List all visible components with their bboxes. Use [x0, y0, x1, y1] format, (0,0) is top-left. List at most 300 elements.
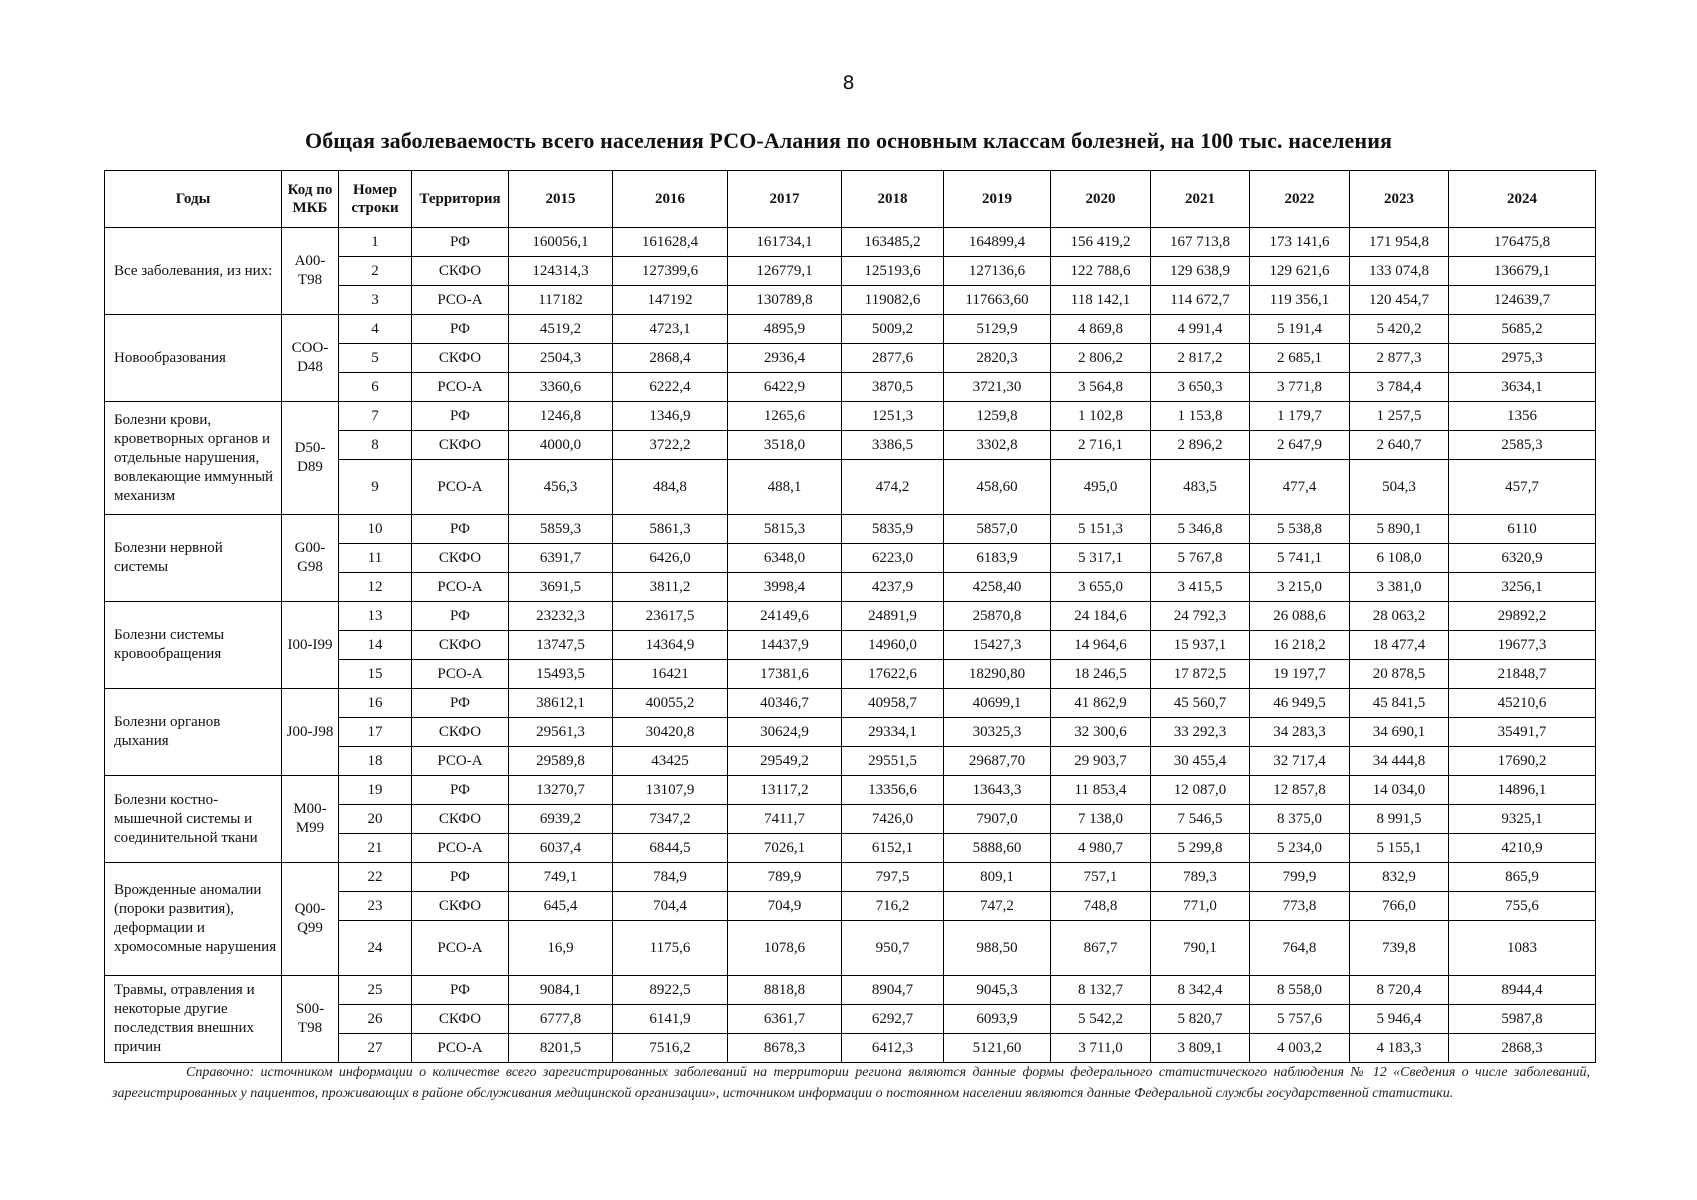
value-cell: 4000,0 [509, 431, 613, 460]
header-year: 2021 [1151, 171, 1250, 228]
row-number-cell: 25 [339, 976, 412, 1005]
header-year: 2024 [1449, 171, 1596, 228]
header-year: 2016 [613, 171, 728, 228]
value-cell: 34 283,3 [1250, 718, 1350, 747]
row-number-cell: 17 [339, 718, 412, 747]
value-cell: 2820,3 [944, 344, 1051, 373]
value-cell: 8944,4 [1449, 976, 1596, 1005]
disease-class-cell: Болезни системы кровообращения [105, 602, 282, 689]
value-cell: 456,3 [509, 460, 613, 515]
value-cell: 40055,2 [613, 689, 728, 718]
value-cell: 7411,7 [728, 805, 842, 834]
value-cell: 14896,1 [1449, 776, 1596, 805]
value-cell: 14 034,0 [1350, 776, 1449, 805]
row-number-cell: 20 [339, 805, 412, 834]
table-row [105, 402, 1596, 431]
row-number-cell: 22 [339, 863, 412, 892]
disease-class-cell: Болезни костно-мышечной системы и соединительной ткани [105, 776, 282, 863]
value-cell: 483,5 [1151, 460, 1250, 515]
table-row [105, 515, 1596, 544]
disease-class-cell: Все заболевания, из них: [105, 228, 282, 315]
page-title: Общая заболеваемость всего населения РСО-Алания по основным классам болезней, на 100 тыс. населения [305, 128, 1392, 153]
value-cell: 764,8 [1250, 921, 1350, 976]
value-cell: 6093,9 [944, 1005, 1051, 1034]
value-cell: 5888,60 [944, 834, 1051, 863]
value-cell: 457,7 [1449, 460, 1596, 515]
value-cell: 124314,3 [509, 257, 613, 286]
value-cell: 2 806,2 [1051, 344, 1151, 373]
footnote: Справочно: источником информации о количестве всего зарегистрированных заболеваний на территории региона являются данные формы федерального статистического наблюдения № 12 «Сведения о числе заболеваний, зарегистрированных у пациентов, проживающих в районе обслуживания медицинской организации», источником информации о постоянном населении являются данные Федеральной службы государственной статистики. [112, 1065, 1590, 1101]
territory-cell: СКФО [412, 718, 509, 747]
value-cell: 6422,9 [728, 373, 842, 402]
row-number-cell: 21 [339, 834, 412, 863]
value-cell: 1259,8 [944, 402, 1051, 431]
value-cell: 6223,0 [842, 544, 944, 573]
value-cell: 5859,3 [509, 515, 613, 544]
row-number-cell: 4 [339, 315, 412, 344]
row-number-cell: 9 [339, 460, 412, 515]
value-cell: 40346,7 [728, 689, 842, 718]
value-cell: 773,8 [1250, 892, 1350, 921]
value-cell: 14960,0 [842, 631, 944, 660]
value-cell: 6292,7 [842, 1005, 944, 1034]
value-cell: 9084,1 [509, 976, 613, 1005]
table-row [105, 315, 1596, 344]
table-row [105, 976, 1596, 1005]
territory-cell: РСО-А [412, 573, 509, 602]
value-cell: 950,7 [842, 921, 944, 976]
value-cell: 7347,2 [613, 805, 728, 834]
value-cell: 19 197,7 [1250, 660, 1350, 689]
value-cell: 867,7 [1051, 921, 1151, 976]
value-cell: 9325,1 [1449, 805, 1596, 834]
table-row [105, 602, 1596, 631]
value-cell: 5987,8 [1449, 1005, 1596, 1034]
value-cell: 458,60 [944, 460, 1051, 515]
value-cell: 2868,4 [613, 344, 728, 373]
value-cell: 4 869,8 [1051, 315, 1151, 344]
territory-cell: СКФО [412, 431, 509, 460]
row-number-cell: 19 [339, 776, 412, 805]
value-cell: 23617,5 [613, 602, 728, 631]
value-cell: 43425 [613, 747, 728, 776]
value-cell: 127399,6 [613, 257, 728, 286]
value-cell: 122 788,6 [1051, 257, 1151, 286]
page-number: 8 [842, 72, 855, 94]
territory-cell: СКФО [412, 631, 509, 660]
territory-cell: РФ [412, 976, 509, 1005]
value-cell: 4210,9 [1449, 834, 1596, 863]
value-cell: 167 713,8 [1151, 228, 1250, 257]
value-cell: 147192 [613, 286, 728, 315]
value-cell: 6348,0 [728, 544, 842, 573]
value-cell: 799,9 [1250, 863, 1350, 892]
value-cell: 6412,3 [842, 1034, 944, 1063]
value-cell: 6426,0 [613, 544, 728, 573]
value-cell: 29 903,7 [1051, 747, 1151, 776]
value-cell: 24891,9 [842, 602, 944, 631]
value-cell: 17690,2 [1449, 747, 1596, 776]
territory-cell: РФ [412, 689, 509, 718]
value-cell: 3 564,8 [1051, 373, 1151, 402]
value-cell: 4237,9 [842, 573, 944, 602]
value-cell: 6320,9 [1449, 544, 1596, 573]
territory-cell: СКФО [412, 805, 509, 834]
header-year: 2022 [1250, 171, 1350, 228]
value-cell: 5 820,7 [1151, 1005, 1250, 1034]
value-cell: 3870,5 [842, 373, 944, 402]
value-cell: 29549,2 [728, 747, 842, 776]
value-cell: 2936,4 [728, 344, 842, 373]
value-cell: 5 155,1 [1350, 834, 1449, 863]
value-cell: 5 890,1 [1350, 515, 1449, 544]
value-cell: 789,9 [728, 863, 842, 892]
value-cell: 21848,7 [1449, 660, 1596, 689]
value-cell: 784,9 [613, 863, 728, 892]
value-cell: 163485,2 [842, 228, 944, 257]
value-cell: 5 741,1 [1250, 544, 1350, 573]
table-row [105, 228, 1596, 257]
value-cell: 17381,6 [728, 660, 842, 689]
value-cell: 3 381,0 [1350, 573, 1449, 602]
value-cell: 40958,7 [842, 689, 944, 718]
value-cell: 6141,9 [613, 1005, 728, 1034]
value-cell: 809,1 [944, 863, 1051, 892]
value-cell: 1 153,8 [1151, 402, 1250, 431]
row-number-cell: 12 [339, 573, 412, 602]
value-cell: 7907,0 [944, 805, 1051, 834]
header-years: Годы [105, 171, 282, 228]
value-cell: 30420,8 [613, 718, 728, 747]
value-cell: 6 108,0 [1350, 544, 1449, 573]
value-cell: 117182 [509, 286, 613, 315]
value-cell: 17622,6 [842, 660, 944, 689]
value-cell: 1346,9 [613, 402, 728, 431]
value-cell: 4 183,3 [1350, 1034, 1449, 1063]
value-cell: 3 655,0 [1051, 573, 1151, 602]
value-cell: 117663,60 [944, 286, 1051, 315]
value-cell: 28 063,2 [1350, 602, 1449, 631]
row-number-cell: 10 [339, 515, 412, 544]
value-cell: 18 477,4 [1350, 631, 1449, 660]
row-number-cell: 5 [339, 344, 412, 373]
value-cell: 4 980,7 [1051, 834, 1151, 863]
value-cell: 13356,6 [842, 776, 944, 805]
value-cell: 3 650,3 [1151, 373, 1250, 402]
row-number-cell: 24 [339, 921, 412, 976]
row-number-cell: 23 [339, 892, 412, 921]
value-cell: 8922,5 [613, 976, 728, 1005]
value-cell: 755,6 [1449, 892, 1596, 921]
value-cell: 3691,5 [509, 573, 613, 602]
value-cell: 504,3 [1350, 460, 1449, 515]
value-cell: 5 317,1 [1051, 544, 1151, 573]
disease-class-cell: Болезни органов дыхания [105, 689, 282, 776]
value-cell: 1 179,7 [1250, 402, 1350, 431]
value-cell: 5 757,6 [1250, 1005, 1350, 1034]
territory-cell: РСО-А [412, 660, 509, 689]
value-cell: 1265,6 [728, 402, 842, 431]
value-cell: 739,8 [1350, 921, 1449, 976]
value-cell: 16,9 [509, 921, 613, 976]
value-cell: 477,4 [1250, 460, 1350, 515]
territory-cell: РФ [412, 402, 509, 431]
row-number-cell: 8 [339, 431, 412, 460]
value-cell: 126779,1 [728, 257, 842, 286]
value-cell: 789,3 [1151, 863, 1250, 892]
value-cell: 3518,0 [728, 431, 842, 460]
value-cell: 5 420,2 [1350, 315, 1449, 344]
value-cell: 2504,3 [509, 344, 613, 373]
value-cell: 3360,6 [509, 373, 613, 402]
value-cell: 2 817,2 [1151, 344, 1250, 373]
value-cell: 29589,8 [509, 747, 613, 776]
value-cell: 23232,3 [509, 602, 613, 631]
header-row-number: Номер строки [339, 171, 412, 228]
value-cell: 13643,3 [944, 776, 1051, 805]
value-cell: 2 647,9 [1250, 431, 1350, 460]
value-cell: 33 292,3 [1151, 718, 1250, 747]
icd-code-cell: S00-T98 [282, 976, 339, 1063]
row-number-cell: 13 [339, 602, 412, 631]
value-cell: 127136,6 [944, 257, 1051, 286]
value-cell: 6361,7 [728, 1005, 842, 1034]
value-cell: 2585,3 [1449, 431, 1596, 460]
row-number-cell: 15 [339, 660, 412, 689]
icd-code-cell: I00-I99 [282, 602, 339, 689]
value-cell: 5 299,8 [1151, 834, 1250, 863]
value-cell: 5861,3 [613, 515, 728, 544]
territory-cell: РСО-А [412, 286, 509, 315]
value-cell: 38612,1 [509, 689, 613, 718]
territory-cell: РСО-А [412, 460, 509, 515]
value-cell: 2 640,7 [1350, 431, 1449, 460]
value-cell: 2 877,3 [1350, 344, 1449, 373]
header-year: 2017 [728, 171, 842, 228]
value-cell: 484,8 [613, 460, 728, 515]
value-cell: 32 717,4 [1250, 747, 1350, 776]
value-cell: 8904,7 [842, 976, 944, 1005]
value-cell: 747,2 [944, 892, 1051, 921]
value-cell: 15493,5 [509, 660, 613, 689]
value-cell: 7 138,0 [1051, 805, 1151, 834]
value-cell: 988,50 [944, 921, 1051, 976]
territory-cell: РСО-А [412, 1034, 509, 1063]
value-cell: 124639,7 [1449, 286, 1596, 315]
value-cell: 766,0 [1350, 892, 1449, 921]
value-cell: 3302,8 [944, 431, 1051, 460]
value-cell: 1175,6 [613, 921, 728, 976]
value-cell: 30325,3 [944, 718, 1051, 747]
value-cell: 2975,3 [1449, 344, 1596, 373]
value-cell: 129 638,9 [1151, 257, 1250, 286]
territory-cell: СКФО [412, 544, 509, 573]
territory-cell: РСО-А [412, 747, 509, 776]
value-cell: 30 455,4 [1151, 747, 1250, 776]
value-cell: 8 720,4 [1350, 976, 1449, 1005]
value-cell: 3386,5 [842, 431, 944, 460]
value-cell: 13747,5 [509, 631, 613, 660]
value-cell: 24 184,6 [1051, 602, 1151, 631]
value-cell: 24149,6 [728, 602, 842, 631]
header-year: 2018 [842, 171, 944, 228]
value-cell: 45 560,7 [1151, 689, 1250, 718]
value-cell: 5129,9 [944, 315, 1051, 344]
value-cell: 790,1 [1151, 921, 1250, 976]
territory-cell: РСО-А [412, 373, 509, 402]
value-cell: 2 716,1 [1051, 431, 1151, 460]
value-cell: 29334,1 [842, 718, 944, 747]
value-cell: 1246,8 [509, 402, 613, 431]
value-cell: 9045,3 [944, 976, 1051, 1005]
value-cell: 6391,7 [509, 544, 613, 573]
value-cell: 7516,2 [613, 1034, 728, 1063]
value-cell: 18 246,5 [1051, 660, 1151, 689]
value-cell: 5857,0 [944, 515, 1051, 544]
value-cell: 5 234,0 [1250, 834, 1350, 863]
value-cell: 16421 [613, 660, 728, 689]
value-cell: 3722,2 [613, 431, 728, 460]
value-cell: 5 946,4 [1350, 1005, 1449, 1034]
table-row [105, 689, 1596, 718]
disease-class-cell: Болезни крови, кроветворных органов и отдельные нарушения, вовлекающие иммунный механизм [105, 402, 282, 515]
value-cell: 15427,3 [944, 631, 1051, 660]
value-cell: 24 792,3 [1151, 602, 1250, 631]
value-cell: 40699,1 [944, 689, 1051, 718]
value-cell: 161734,1 [728, 228, 842, 257]
row-number-cell: 11 [339, 544, 412, 573]
value-cell: 645,4 [509, 892, 613, 921]
value-cell: 5815,3 [728, 515, 842, 544]
value-cell: 3256,1 [1449, 573, 1596, 602]
value-cell: 5 191,4 [1250, 315, 1350, 344]
value-cell: 29561,3 [509, 718, 613, 747]
value-cell: 160056,1 [509, 228, 613, 257]
value-cell: 18290,80 [944, 660, 1051, 689]
morbidity-table [104, 170, 1596, 1063]
value-cell: 8 375,0 [1250, 805, 1350, 834]
value-cell: 129 621,6 [1250, 257, 1350, 286]
value-cell: 2 896,2 [1151, 431, 1250, 460]
table-row [105, 776, 1596, 805]
row-number-cell: 2 [339, 257, 412, 286]
value-cell: 2877,6 [842, 344, 944, 373]
value-cell: 32 300,6 [1051, 718, 1151, 747]
row-number-cell: 7 [339, 402, 412, 431]
value-cell: 6939,2 [509, 805, 613, 834]
value-cell: 46 949,5 [1250, 689, 1350, 718]
value-cell: 6183,9 [944, 544, 1051, 573]
value-cell: 19677,3 [1449, 631, 1596, 660]
value-cell: 488,1 [728, 460, 842, 515]
territory-cell: РФ [412, 776, 509, 805]
value-cell: 13270,7 [509, 776, 613, 805]
value-cell: 3 784,4 [1350, 373, 1449, 402]
value-cell: 136679,1 [1449, 257, 1596, 286]
value-cell: 5 538,8 [1250, 515, 1350, 544]
value-cell: 8 558,0 [1250, 976, 1350, 1005]
value-cell: 11 853,4 [1051, 776, 1151, 805]
value-cell: 474,2 [842, 460, 944, 515]
value-cell: 4258,40 [944, 573, 1051, 602]
territory-cell: РФ [412, 228, 509, 257]
value-cell: 171 954,8 [1350, 228, 1449, 257]
value-cell: 125193,6 [842, 257, 944, 286]
row-number-cell: 18 [339, 747, 412, 776]
value-cell: 8678,3 [728, 1034, 842, 1063]
territory-cell: РСО-А [412, 921, 509, 976]
table-row [105, 863, 1596, 892]
value-cell: 5 346,8 [1151, 515, 1250, 544]
value-cell: 7 546,5 [1151, 805, 1250, 834]
value-cell: 8 342,4 [1151, 976, 1250, 1005]
value-cell: 2868,3 [1449, 1034, 1596, 1063]
value-cell: 119 356,1 [1250, 286, 1350, 315]
territory-cell: СКФО [412, 344, 509, 373]
value-cell: 5009,2 [842, 315, 944, 344]
value-cell: 2 685,1 [1250, 344, 1350, 373]
icd-code-cell: СОО-D48 [282, 315, 339, 402]
value-cell: 3 215,0 [1250, 573, 1350, 602]
value-cell: 30624,9 [728, 718, 842, 747]
value-cell: 6110 [1449, 515, 1596, 544]
value-cell: 34 444,8 [1350, 747, 1449, 776]
row-number-cell: 27 [339, 1034, 412, 1063]
value-cell: 35491,7 [1449, 718, 1596, 747]
value-cell: 6777,8 [509, 1005, 613, 1034]
icd-code-cell: M00-M99 [282, 776, 339, 863]
value-cell: 164899,4 [944, 228, 1051, 257]
value-cell: 8201,5 [509, 1034, 613, 1063]
row-number-cell: 6 [339, 373, 412, 402]
value-cell: 5685,2 [1449, 315, 1596, 344]
territory-cell: СКФО [412, 257, 509, 286]
value-cell: 29892,2 [1449, 602, 1596, 631]
value-cell: 4 003,2 [1250, 1034, 1350, 1063]
value-cell: 495,0 [1051, 460, 1151, 515]
value-cell: 161628,4 [613, 228, 728, 257]
value-cell: 797,5 [842, 863, 944, 892]
header-row [105, 171, 1596, 228]
header-icd-code: Код по МКБ [282, 171, 339, 228]
value-cell: 3 711,0 [1051, 1034, 1151, 1063]
value-cell: 1356 [1449, 402, 1596, 431]
value-cell: 4519,2 [509, 315, 613, 344]
value-cell: 865,9 [1449, 863, 1596, 892]
value-cell: 120 454,7 [1350, 286, 1449, 315]
header-year: 2019 [944, 171, 1051, 228]
value-cell: 4895,9 [728, 315, 842, 344]
icd-code-cell: G00-G98 [282, 515, 339, 602]
value-cell: 832,9 [1350, 863, 1449, 892]
disease-class-cell: Новообразования [105, 315, 282, 402]
icd-code-cell: J00-J98 [282, 689, 339, 776]
territory-cell: РФ [412, 863, 509, 892]
territory-cell: СКФО [412, 892, 509, 921]
value-cell: 45 841,5 [1350, 689, 1449, 718]
territory-cell: РФ [412, 515, 509, 544]
value-cell: 748,8 [1051, 892, 1151, 921]
value-cell: 3811,2 [613, 573, 728, 602]
value-cell: 130789,8 [728, 286, 842, 315]
value-cell: 757,1 [1051, 863, 1151, 892]
value-cell: 3721,30 [944, 373, 1051, 402]
value-cell: 704,4 [613, 892, 728, 921]
value-cell: 8 132,7 [1051, 976, 1151, 1005]
value-cell: 6222,4 [613, 373, 728, 402]
value-cell: 749,1 [509, 863, 613, 892]
value-cell: 5835,9 [842, 515, 944, 544]
